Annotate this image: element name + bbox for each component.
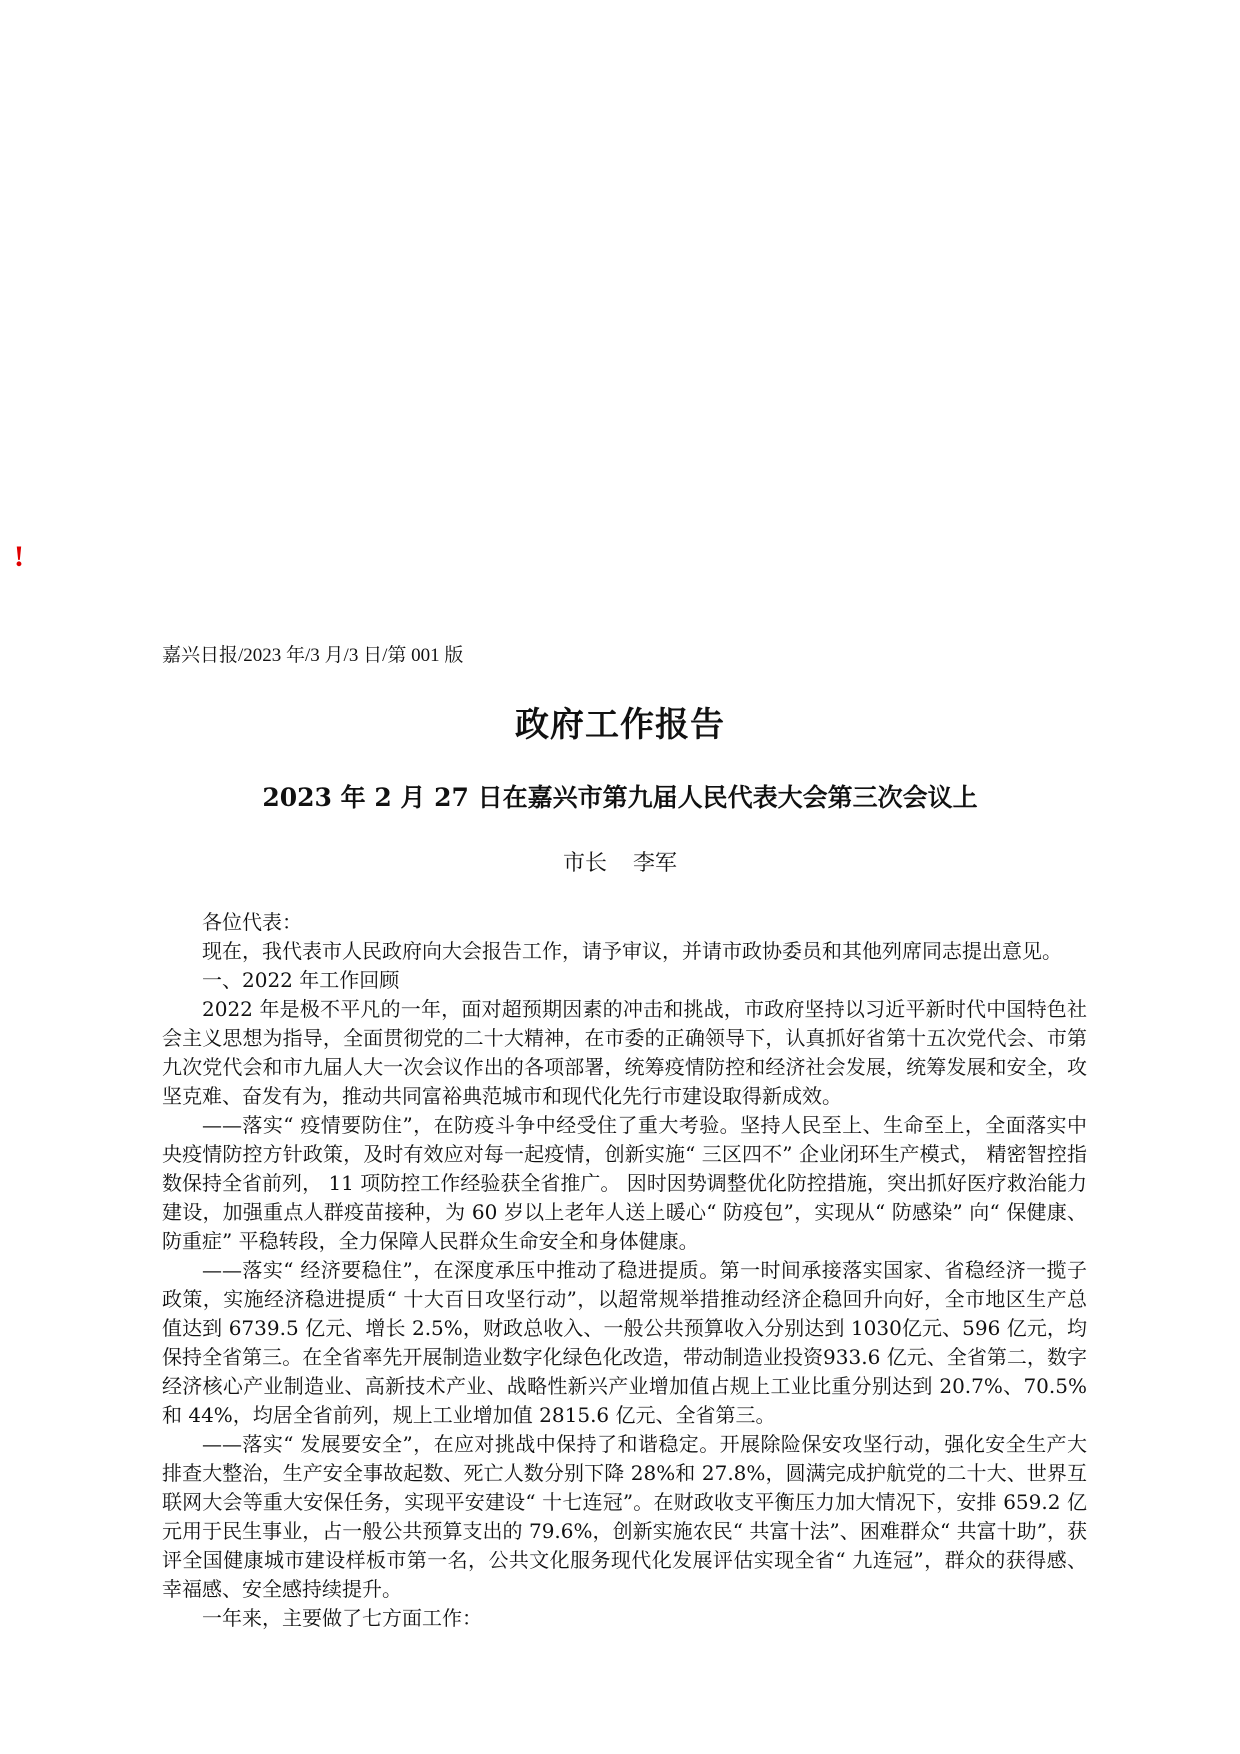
- source-line: 嘉兴日报/2023 年/3 月/3 日/第 001 版: [162, 645, 464, 666]
- body-paragraph: ——落实“ 疫情要防住”，在防疫斗争中经受住了重大考验。坚持人民至上、生命至上，全面落实中央疫情防控方针政策，及时有效应对每一起疫情，创新实施“ 三区四不” 企业闭环生产模式， 精密智控指数保持全省前列， 11 项防控工作经验获全省推广。 因时因势调整优化防控措施，突出抓好医疗救治能力建设，加强重点人群疫苗接种，为 60 岁以上老年人送上暖心“ 防疫包”，实现从“ 防感染” 向“ 保健康、防重症” 平稳转段，全力保障人民群众生命安全和身体健康。: [162, 1113, 1087, 1253]
- warning-mark: !: [14, 540, 24, 573]
- body-paragraph: ——落实“ 经济要稳住”，在深度承压中推动了稳进提质。第一时间承接落实国家、省稳经济一揽子政策，实施经济稳进提质“ 十大百日攻坚行动”，以超常规举措推动经济企稳回升向好，全市地区生产总值达到 6739.5 亿元、增长 2.5%，财政总收入、一般公共预算收入分别达到 1030亿元、596 亿元，均保持全省第三。在全省率先开展制造业数字化绿色化改造，带动制造业投资933.6 亿元、全省第二，数字经济核心产业制造业、高新技术产业、战略性新兴产业增加值占规上工业比重分别达到 20.7%、70.5%和 44%，均居全省前列，规上工业增加值 2815.6 亿元、全省第三。: [162, 1258, 1087, 1427]
- report-subtitle: 2023 年 2 月 27 日在嘉兴市第九届人民代表大会第三次会议上: [262, 783, 978, 812]
- body-paragraph: ——落实“ 发展要安全”，在应对挑战中保持了和谐稳定。开展除险保安攻坚行动，强化安全生产大排查大整治，生产安全事故起数、死亡人数分别下降 28%和 27.8%，圆满完成护航党的二十大、世界互联网大会等重大安保任务，实现平安建设“ 十七连冠”。在财政收支平衡压力加大情况下，安排 659.2 亿元用于民生事业，占一般公共预算支出的 79.6%，创新实施农民“ 共富十法”、困难群众“ 共富十助”，获评全国健康城市建设样板市第一名，公共文化服务现代化发展评估实现全省“ 九连冠”，群众的获得感、幸福感、安全感持续提升。: [162, 1432, 1087, 1601]
- report-body: [162, 908, 1087, 1633]
- opening-paragraph: 现在，我代表市人民政府向大会报告工作，请予审议，并请市政协委员和其他列席同志提出意见。: [202, 939, 1062, 963]
- author-line: [0, 848, 1240, 880]
- body-paragraph: 一年来，主要做了七方面工作：: [202, 1606, 482, 1630]
- salutation: 各位代表：: [202, 910, 302, 934]
- body-paragraph: 2022 年是极不平凡的一年，面对超预期因素的冲击和挑战，市政府坚持以习近平新时代中国特色社会主义思想为指导，全面贯彻党的二十大精神，在市委的正确领导下，认真抓好省第十五次党代会、市第九次党代会和市九届人大一次会议作出的各项部署，统筹疫情防控和经济社会发展，统筹发展和安全，攻坚克难、奋发有为，推动共同富裕典范城市和现代化先行市建设取得新成效。: [162, 997, 1087, 1108]
- section-heading: 一、2022 年工作回顾: [202, 968, 400, 992]
- report-title: 政府工作报告: [515, 705, 725, 745]
- author-role: 市长: [562, 851, 607, 876]
- author-name: 李军: [633, 851, 678, 876]
